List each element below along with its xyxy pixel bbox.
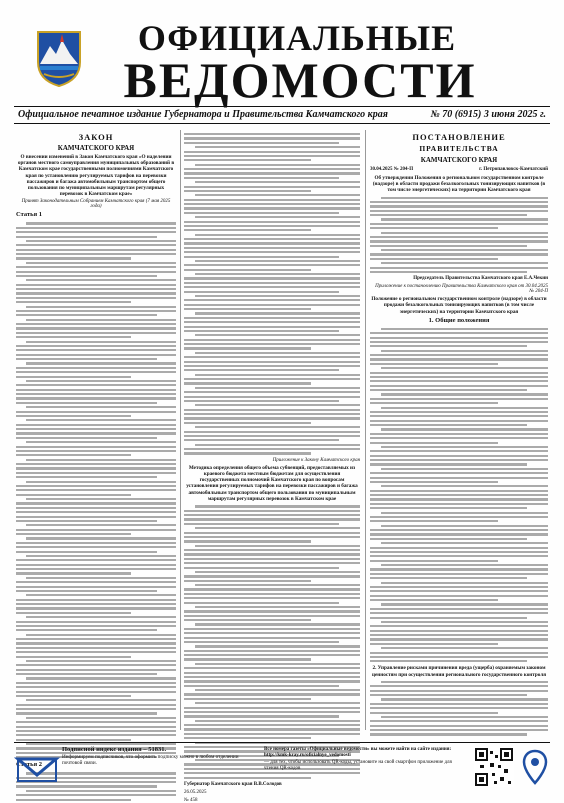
signature-date: 26.05.2025: [184, 789, 207, 795]
method-text: [184, 505, 360, 778]
resolution-city: г. Петропавловск-Камчатский: [479, 167, 548, 172]
chairman-signature: Председатель Правительства Камчатского края Е.А.Чекин: [413, 276, 548, 282]
section-1-text: [370, 328, 548, 663]
signature-number: № 458: [184, 797, 198, 803]
governor-signature: Губернатор Камчатского края В.В.Солодов: [184, 781, 282, 787]
law-region: КАМЧАТСКОГО КРАЯ: [57, 144, 135, 152]
masthead-title-line1: ОФИЦИАЛЬНЫЕ: [137, 18, 457, 58]
article-1-text: [16, 222, 176, 758]
law-adopted: Принят Законодательным Собранием Камчатского края (7 мая 2025 года): [21, 199, 171, 210]
masthead-subtitle-bar: [14, 106, 550, 124]
post-logo-icon: [16, 749, 58, 785]
subscription-info: [62, 747, 252, 767]
resolution-government: ПРАВИТЕЛЬСТВА: [419, 144, 499, 153]
article-1-heading: Статья 1: [16, 211, 42, 219]
law-continued-text: [184, 133, 360, 455]
issue-number: № 70 (6915) 3 июня 2025 г.: [430, 109, 546, 120]
column-resolution: [370, 130, 548, 730]
resolution-text: [370, 197, 548, 274]
section-2-heading: 2. Управление рисками причинения вреда (ущерба) охраняемым законом ценностям при осуществлении регионального государственного контроля: [371, 665, 547, 678]
method-appendix-note: Приложение к Закону Камчатского края: [272, 457, 360, 463]
masthead-title-line2: ВЕДОМОСТИ: [123, 52, 477, 108]
column-divider: [180, 130, 181, 730]
law-subject: О внесении изменений в Закон Камчатского края «О наделении органов местного самоуправления муниципальных образований в Камчатском крае государственными полномочиями Камчатского края по установлению регулируемых тарифов на перевозки пассажиров и багажа автомобильным транспортом общего пользования по муниципальным маршрутам регулярных перевозок в Камчатском крае»: [17, 154, 175, 198]
column-divider: [365, 130, 366, 730]
subscription-text: Информируем подписчиков, что оформить подписку можно в любом отделении почтовой связи.: [62, 753, 239, 767]
subscription-index: Подписной индекс издания – 51831.: [62, 746, 167, 753]
site-info: [264, 747, 464, 773]
article-2-heading: Статья 2: [16, 761, 42, 769]
law-title: ЗАКОН: [78, 132, 114, 142]
method-title: Методика определения общего объема субвенций, предоставляемых из краевого бюджета местным бюджетам для осуществления государственных полномочий Камчатского края по вопросам установления регулируемых тарифов на перевозки пассажиров и багажа автомобильным транспортом общего пользования по муниципальным маршрутам регулярных перевозок в Камчатском крае: [186, 464, 358, 503]
regulation-appendix-note: Приложение к постановлению Правительства Камчатского края от 30.04.2025 № 204-П: [375, 284, 548, 295]
qr-hint: — для тех, чтобы использовать QR-коды, установите на свой смартфон приложение для чтения QR-кодов: [264, 759, 452, 772]
site-text[interactable]: Все номера газеты «Официальные ведомости» вы можете найти на сайте издания: http://kmk-kray.ru/oficialnye_vedomosti: [264, 747, 452, 759]
publication-subtitle: Официальное печатное издание Губернатора и Правительства Камчатского края: [18, 109, 388, 120]
resolution-meta: [370, 167, 548, 172]
location-pin-icon: [522, 749, 548, 785]
regulation-title: Положение о региональном государственном контроле (надзоре) в области продажи безалкогольных тонизирующих напитков (в том числе энергетических) на территории Камчатского края: [371, 296, 547, 315]
qr-code-icon[interactable]: [474, 747, 514, 787]
resolution-subject: Об утверждении Положения о региональном государственном контроле (надзоре) в области продажи безалкогольных тонизирующих напитков (в том числе энергетических) на территории Камчатского края: [372, 175, 546, 194]
resolution-date: 30.04.2025 № 204-П: [370, 167, 414, 172]
footer: [14, 742, 550, 792]
resolution-region: КАМЧАТСКОГО КРАЯ: [420, 156, 498, 164]
section-2-text: [370, 681, 548, 736]
masthead: [14, 14, 550, 108]
kamchatka-emblem-icon: [34, 28, 84, 88]
resolution-title: ПОСТАНОВЛЕНИЕ: [412, 132, 506, 142]
section-1-heading: 1. Общие положения: [428, 316, 490, 324]
